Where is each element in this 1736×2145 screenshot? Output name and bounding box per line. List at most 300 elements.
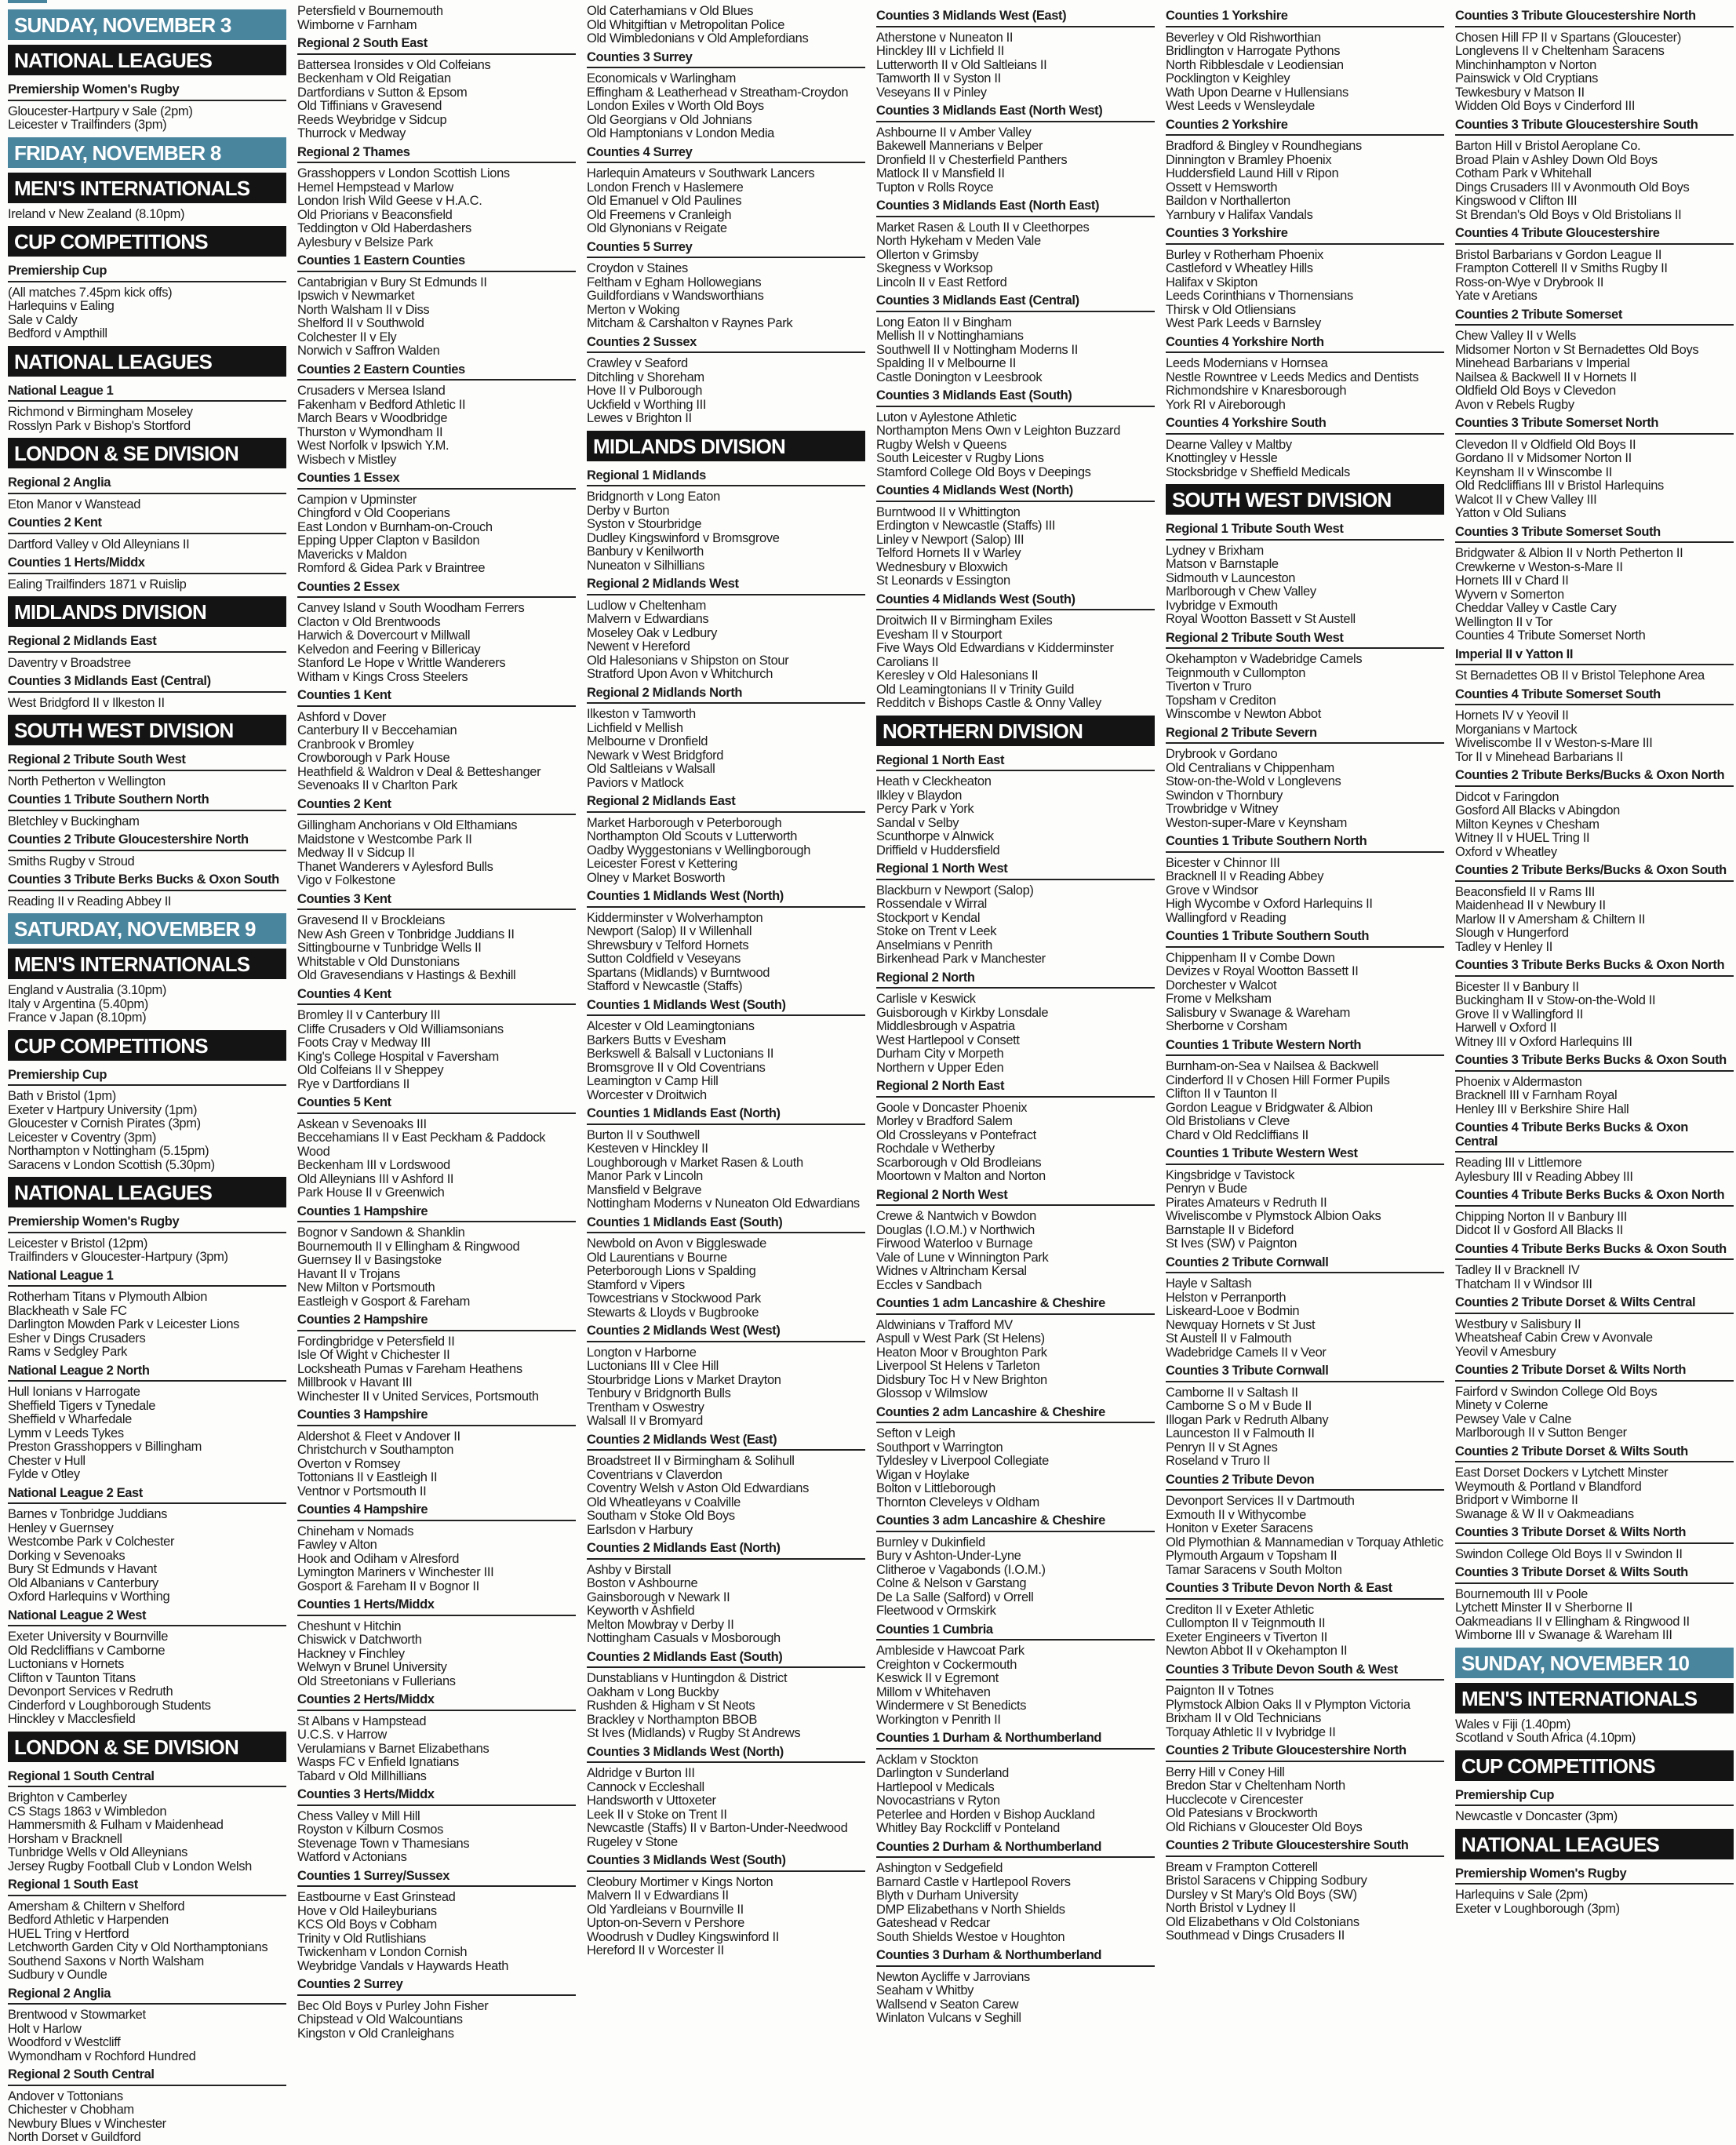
fixture-line: Hook and Odiham v Alresford [297,1551,460,1566]
fixture-line: Stockport v Kendal [876,910,981,925]
fixture-line: Tupton v Rolls Royce [876,180,994,195]
fixture-line: Wallingford v Reading [1166,910,1287,925]
league-subheader: Counties 2 Tribute Cornwall [1166,1253,1444,1274]
league-subheader: Counties 2 Midlands West (West) [587,1321,865,1342]
fixture-line: Firwood Waterloo v Burnage [876,1236,1033,1251]
fixture-line: Oldfield Old Boys v Clevedon [1455,384,1616,398]
fixture-line: Old Elizabethans v Old Colstonians [1166,1914,1359,1929]
fixture-line: Malvern II v Edwardians II [587,1888,729,1903]
fixture-line: West Norfolk v Ipswich Y.M. [297,439,449,453]
league-subheader: Regional 2 Anglia [8,473,286,494]
fixture-line: Old Colfeians II v Sheppey [297,1063,444,1077]
fixture-line: Torquay Athletic II v Ivybridge II [1166,1724,1336,1739]
fixture-line: Mitcham & Carshalton v Raynes Park [587,316,793,330]
fixture-line: Leeds Corinthians v Thornensians [1166,289,1353,303]
fixture-line: Tamar Saracens v South Molton [1166,1562,1342,1577]
fixture-line: Winchester II v United Services, Portsmouth [297,1389,539,1404]
fixture-line: Bedford v Ampthill [8,326,107,341]
fixture-line: Sandal v Selby [876,815,959,830]
fixture-line: Harwich & Dovercourt v Millwall [297,628,471,643]
fixture-line: Royston v Kilburn Cosmos [297,1823,444,1837]
fixture-line: Maidstone v Westcombe Park II [297,832,472,847]
fixture-line: Fordingbridge v Petersfield II [297,1334,455,1349]
league-subheader: Counties 2 Essex [297,577,576,599]
fixture-line: Crawley v Seaford [587,356,688,370]
league-subheader: Counties 2 Midlands East (North) [587,1539,865,1560]
fixture-line: Frampton Cotterell II v Smiths Rugby II [1455,261,1668,275]
fixture-line: Olney v Market Bosworth [587,870,726,885]
fixture-line: Barkers Butts v Evesham [587,1032,726,1047]
fixture-line: Royal Wootton Bassett v St Austell [1166,612,1356,626]
section-banner: NATIONAL LEAGUES [8,346,286,377]
fixture-line: Clifton v Taunton Titans [8,1670,136,1685]
league-subheader: Regional 2 Tribute South West [1166,628,1444,650]
league-subheader: Regional 1 Tribute South West [1166,519,1444,541]
fixture-line: Aldwinians v Trafford MV [876,1317,1013,1332]
fixture-line: Ludlow v Cheltenham [587,598,707,613]
league-subheader: Counties 2 Tribute Somerset [1455,305,1734,326]
fixture-line: Ireland v New Zealand (8.10pm) [8,206,185,221]
fixture-line: Gainsborough v Newark II [587,1590,730,1604]
fixture-line: Minchinhampton v Norton [1455,57,1596,72]
fixture-line: Cinderford v Loughborough Students [8,1698,211,1713]
fixture-line: France v Japan (8.10pm) [8,1011,147,1025]
day-banner: SATURDAY, NOVEMBER 9 [8,913,286,944]
fixture-line: Esher v Dings Crusaders [8,1331,146,1346]
fixture-line: Bridport v Wimborne II [1455,1493,1578,1507]
fixture-line: Uckfield v Worthing III [587,397,707,412]
fixture-line: Ashby v Birstall [587,1562,671,1577]
fixture-line: Old Albanians v Canterbury [8,1575,158,1590]
fixture-line: Gosport & Fareham II v Bognor II [297,1579,479,1593]
fixture-line: Isle Of Wight v Chichester II [297,1348,450,1362]
fixture-line: Loughborough v Market Rasen & Louth [587,1155,803,1170]
league-subheader: Counties 3 Tribute Berks Bucks & Oxon North [1455,956,1734,977]
fixture-line: Harlequins v Sale (2pm) [1455,1888,1588,1902]
fixture-line: Kidderminster v Wolverhampton [587,910,763,925]
fixture-line: Old Hamptonians v London Media [587,126,774,140]
fixture-line: Stow-on-the-Wold v Longlevens [1166,774,1341,788]
fixture-line: Kingswood v Clifton III [1455,194,1578,208]
fixture-line: Overton v Romsey [297,1456,401,1471]
league-subheader: Counties 3 Midlands East (North East) [876,196,1155,217]
fixture-line: Linley v Newport (Salop) III [876,532,1024,547]
fixture-line: Castle Donington v Leesbrook [876,370,1043,384]
fixture-line: Gateshead v Redcar [876,1916,991,1930]
fixture-line: Mansfield v Belgrave [587,1182,702,1197]
fixture-line: Bedford Athletic v Harpenden [8,1913,169,1927]
section-banner: NATIONAL LEAGUES [8,1177,286,1207]
fixture-line: Weymouth & Portland v Blandford [1455,1479,1642,1494]
fixture-line: New Milton v Portsmouth [297,1280,435,1295]
fixture-line: Hull Ionians v Harrogate [8,1385,140,1399]
fixture-line: Moseley Oak v Ledbury [587,625,717,640]
fixture-line: Berry Hill v Coney Hill [1166,1764,1285,1779]
fixture-line: Park House II v Greenwich [297,1185,445,1200]
league-subheader: Counties 3 Midlands West (South) [587,1851,865,1872]
league-subheader: Counties 3 Durham & Northumberland [876,1946,1155,1967]
fixture-line: Avon v Rebels Rugby [1455,397,1574,412]
fixture-line: Tottonians II v Eastleigh II [297,1470,438,1484]
fixture-line: Heaton Moor v Broughton Park [876,1345,1047,1360]
fixture-line: Trailfinders v Gloucester-Hartpury (3pm) [8,1250,228,1264]
fixture-line: Minehead Barbarians v Imperial [1455,356,1630,370]
fixture-line: Verulamians v Barnet Elizabethans [297,1741,490,1756]
fixture-line: Economicals v Warlingham [587,71,736,86]
fixture-line: Crusaders v Mersea Island [297,384,446,398]
league-subheader: Regional 2 Midlands East [587,792,865,813]
fixture-line: Plymouth Argaum v Topsham II [1166,1549,1337,1563]
fixture-line: Teignmouth v Cullompton [1166,665,1306,680]
fixture-line: Welwyn v Brunel University [297,1660,447,1674]
league-subheader: Counties 4 Surrey [587,143,865,164]
fixture-line: Skegness v Worksop [876,261,993,275]
fixture-line: Reeds Weybridge v Sidcup [297,112,447,127]
league-subheader: Counties 3 Surrey [587,48,865,69]
league-subheader: Regional 2 North [876,968,1155,989]
fixture-line: Melton Mowbray v Derby II [587,1617,734,1632]
fixture-line: Merton v Woking [587,302,680,317]
fixture-line: Castleford v Wheatley Hills [1166,261,1313,275]
fixture-line: Bicester v Chinnor III [1166,855,1280,870]
fixture-line: Stocksbridge v Sheffield Medicals [1166,464,1350,479]
fixture-line: Sheffield Tigers v Tynedale [8,1398,156,1413]
column-3 [587,5,865,1958]
fixture-line: Longlevens II v Cheltenham Saracens [1455,44,1665,58]
fixture-line: Gloucester-Hartpury v Sale (2pm) [8,104,193,118]
fixture-line: St Bernadettes OB II v Bristol Telephone Area [1455,668,1705,683]
fixture-line: Keynsham II v Winscombe II [1455,464,1612,479]
league-subheader: Counties 3 Tribute Gloucestershire South [1455,115,1734,137]
league-subheader: Counties 3 Tribute Somerset South [1455,523,1734,544]
fixture-line: Old Gravesendians v Hastings & Bexhill [297,968,516,982]
fixture-line: Richmond v Birmingham Moseley [8,405,193,419]
fixture-line: Crewkerne v Weston-s-Mare II [1455,559,1623,574]
fixture-line: Gordon League v Bridgwater & Albion [1166,1100,1373,1115]
fixture-line: Bath v Bristol (1pm) [8,1089,116,1103]
fixture-line: Gillingham Anchorians v Old Elthamians [297,818,518,832]
fixture-line: Smiths Rugby v Stroud [8,854,135,869]
league-subheader: Regional 2 North West [876,1185,1155,1207]
fixture-line: Dronfield II v Chesterfield Panthers [876,152,1068,167]
fixture-line: Tiverton v Truro [1166,679,1252,694]
fixture-line: Richmondshire v Knaresborough [1166,384,1347,398]
league-subheader: Counties 3 Hampshire [297,1405,576,1426]
fixture-line: Worcester v Droitwich [587,1087,707,1102]
fixture-line: Thanet Wanderers v Aylesford Bulls [297,859,493,874]
fixture-line: Luton v Aylestone Athletic [876,410,1017,424]
fixture-line: Old Tiffinians v Gravesend [297,99,442,113]
fixture-line: Ashington v Sedgefield [876,1861,1003,1875]
league-subheader: Counties 1 Tribute Western West [1166,1144,1444,1165]
fixture-line: Clevedon II v Oldfield Old Boys II [1455,437,1636,452]
fixture-line: KCS Old Boys v Cobham [297,1917,437,1932]
league-subheader: National League 2 West [8,1606,286,1627]
fixture-line: Droitwich II v Birmingham Exiles [876,614,1053,628]
fixture-line: Aylesbury v Belsize Park [297,235,433,249]
fixture-line: Liverpool St Helens v Tarleton [876,1359,1040,1373]
fixture-line: Eton Manor v Wanstead [8,497,141,512]
fixture-line: Winscombe v Newton Abbot [1166,707,1321,721]
fixture-line: Dorking v Sevenoaks [8,1548,126,1563]
fixture-line: Rugeley v Stone [587,1834,678,1849]
fixture-line: Oakmeadians II v Ellingham & Ringwood II [1455,1614,1690,1629]
fixture-line: Nottingham Casuals v Mosborough [587,1631,781,1645]
section-banner: MEN'S INTERNATIONALS [1455,1683,1734,1713]
fixture-line: Fawley v Alton [297,1538,377,1552]
section-banner: CUP COMPETITIONS [8,226,286,257]
fixture-line: Matson v Barnstaple [1166,557,1279,571]
fixture-line: Bream v Frampton Cotterell [1166,1859,1318,1874]
fixture-line: Southport v Warrington [876,1440,1003,1455]
section-banner: LONDON & SE DIVISION [8,1732,286,1762]
fixture-line: Pirates Amateurs v Redruth II [1166,1195,1327,1210]
fixture-line: Witney III v Oxford Harlequins III [1455,1034,1632,1049]
fixture-line: Stoke on Trent v Leek [876,924,997,938]
league-subheader: Regional 1 South Central [8,1767,286,1788]
league-subheader: Counties 4 Yorkshire North [1166,333,1444,354]
fixture-line: London Irish Wild Geese v H.A.C. [297,194,482,208]
fixture-line: Chippenham II v Combe Down [1166,950,1335,965]
fixture-line: Kingston v Old Cranleighans [297,2026,454,2041]
fixture-line: Towcestrians v Stockwood Park [587,1291,761,1306]
fixture-line: Leek II v Stoke on Trent II [587,1807,727,1822]
fixture-line: Wadebridge Camels II v Veor [1166,1345,1327,1360]
fixture-line: West Leeds v Wensleydale [1166,99,1316,113]
fixture-line: Old Laurentians v Bourne [587,1250,727,1265]
day-banner: FRIDAY, NOVEMBER 8 [8,137,286,168]
fixture-line: Five Ways Old Edwardians v Kidderminster Carolians II [876,641,1114,669]
league-subheader: Counties 3 Yorkshire [1166,224,1444,245]
fixture-line: Swanage & W II v Oakmeadians [1455,1506,1634,1521]
fixture-line: Drybrook v Gordano [1166,747,1278,761]
fixture-line: Manor Park v Lincoln [587,1169,703,1183]
fixture-line: Hinckley III v Lichfield II [876,44,1004,58]
league-subheader: Counties 2 Durham & Northumberland [876,1837,1155,1859]
fixture-line: Southwell II v Nottingham Moderns II [876,342,1079,357]
section-banner: CUP COMPETITIONS [1455,1750,1734,1781]
fixture-line: Old Centralians v Chippenham [1166,760,1334,775]
fixture-line: Midsomer Norton v St Bernadettes Old Boys [1455,342,1699,357]
league-subheader: Premiership Women's Rugby [8,80,286,101]
fixture-line: Epping Upper Clapton v Basildon [297,534,480,548]
fixture-line: Heathfield & Waldron v Deal & Betteshanger [297,764,541,779]
fixture-line: Evesham II v Stourport [876,627,1003,642]
fixture-line: Bournemouth II v Ellingham & Ringwood [297,1239,520,1254]
fixture-line: Topsham v Crediton [1166,693,1276,708]
fixture-line: Kesteven v Hinckley II [587,1142,708,1156]
fixture-line: Tamworth II v Syston II [876,71,1001,86]
fixture-line: Romford & Gidea Park v Braintree [297,561,486,575]
league-subheader: Counties 1 Tribute Southern South [1166,927,1444,948]
fixture-line: Old Plymothian & Mannamedian v Torquay Athletic [1166,1535,1443,1550]
fixture-line: Berkswell & Balsall v Luctonians II [587,1047,774,1061]
fixture-line: Burntwood II v Whittington [876,504,1021,519]
fixture-line: Millom v Whitehaven [876,1684,991,1699]
fixture-line: De La Salle (Salford) v Orrell [876,1590,1034,1604]
fixture-line: Wimborne III v Swanage & Wareham III [1455,1628,1672,1642]
fixture-line: Newquay Hornets v St Just [1166,1317,1316,1332]
fixture-line: Oxford Harlequins v Worthing [8,1590,170,1604]
league-subheader: Premiership Cup [8,1065,286,1087]
fixture-line: Peterlee and Horden v Bishop Auckland [876,1807,1095,1822]
fixture-line: Lincoln II v East Retford [876,275,1007,290]
fixture-line: Keresley v Old Halesonians II [876,668,1039,683]
league-subheader: Counties 4 Tribute Berks Bucks & Oxon Central [1455,1118,1734,1153]
fixture-line: Wyvern v Somerton [1455,587,1564,602]
fixture-line: Maidenhead II v Newbury II [1455,898,1606,912]
fixture-line: Wasps FC v Enfield Ignatians [297,1755,460,1769]
league-subheader: Premiership Women's Rugby [8,1212,286,1233]
fixture-line: Aylesbury III v Reading Abbey III [1455,1169,1633,1184]
fixture-line: Old Wheatleyans v Coalville [587,1495,741,1510]
fixture-line: North Bristol v Lydney II [1166,1901,1296,1915]
fixture-line: Askean v Sevenoaks III [297,1116,427,1131]
league-subheader: Regional 2 Midlands West [587,574,865,595]
section-banner: MEN'S INTERNATIONALS [8,949,286,979]
fixture-line: Holt v Harlow [8,2021,82,2036]
fixture-line: Bletchley v Buckingham [8,814,140,829]
league-subheader: Counties 1 Tribute Southern North [1166,832,1444,853]
fixture-line: Wath Upon Dearne v Hullensians [1166,85,1348,100]
fixture-line: Bournemouth III v Poole [1455,1586,1588,1601]
fixture-line: Twickenham v London Cornish [297,1945,468,1959]
league-subheader: Counties 1 Midlands West (North) [587,887,865,908]
fixture-line: Marlborough v Chew Valley [1166,585,1316,599]
fixture-line: Westbury v Salisbury II [1455,1316,1581,1331]
league-subheader: Counties 2 Midlands East (South) [587,1648,865,1669]
fixture-line: Westcombe Park v Colchester [8,1535,175,1549]
fixture-line: Matlock II v Mansfield II [876,166,1005,180]
fixture-line: Bognor v Sandown & Shanklin [297,1225,465,1240]
column-1 [8,5,286,2145]
column-2 [297,5,576,2041]
fixture-line: Dudley Kingswinford v Bromsgrove [587,530,780,545]
fixture-line: Burnham-on-Sea v Nailsea & Backwell [1166,1059,1379,1073]
fixture-line: Tadley II v Bracknell IV [1455,1263,1580,1277]
league-subheader: Regional 1 North East [876,751,1155,772]
fixture-line: Camborne II v Saltash II [1166,1385,1298,1400]
fixture-line: Crewe & Nantwich v Bowdon [876,1209,1037,1223]
league-subheader: Counties 1 Essex [297,468,576,490]
fixture-line: Banbury v Kenilworth [587,544,704,559]
league-subheader: Counties 2 Tribute Gloucestershire North [8,830,286,851]
league-subheader: Counties 1 Tribute Southern North [8,790,286,811]
fixture-line: Bec Old Boys v Purley John Fisher [297,1998,489,2013]
fixture-line: Huddersfield Laund Hill v Ripon [1166,166,1339,180]
fixture-line: Darlington v Sunderland [876,1766,1009,1780]
fixture-line: Aldridge v Burton III [587,1766,695,1780]
fixture-line: Hove II v Pulborough [587,384,703,398]
section-banner: NATIONAL LEAGUES [1455,1829,1734,1859]
fixture-line: Hornets IV v Yeovil II [1455,708,1569,723]
fixture-line: Old Patesians v Brockworth [1166,1806,1318,1820]
league-subheader: Counties 4 Midlands West (South) [876,590,1155,611]
fixture-line: Bicester II v Banbury II [1455,979,1579,994]
fixture-line: Cleobury Mortimer v Kings Norton [587,1874,773,1889]
section-banner: MIDLANDS DIVISION [587,431,865,461]
fixture-line: Long Eaton II v Bingham [876,315,1012,330]
fixture-line: Middlesbrough v Aspatria [876,1019,1015,1033]
fixture-line: Medway II v Sidcup II [297,846,415,860]
fixture-line: Saracens v London Scottish (5.30pm) [8,1157,215,1172]
league-subheader: Regional 1 South East [8,1875,286,1896]
league-subheader: Counties 1 Kent [297,686,576,707]
fixture-line: Burnley v Dukinfield [876,1535,985,1550]
league-subheader: Regional 1 Midlands [587,466,865,487]
fixture-line: Beccehamians II v East Peckham & Paddock Wood [297,1131,546,1159]
league-subheader: Regional 2 Tribute South West [8,750,286,771]
league-subheader: Counties 3 Tribute Berks Bucks & Oxon South [8,870,286,891]
fixture-line: Nottingham Moderns v Nuneaton Old Edwardians [587,1196,860,1211]
fixture-line: Exeter Engineers v Tiverton II [1166,1630,1327,1644]
fixture-line: Witham v Kings Cross Steelers [297,669,468,684]
fixture-line: Foots Cray v Medway III [297,1036,431,1050]
league-subheader: Counties 1 Midlands East (South) [587,1213,865,1234]
fixture-line: Ossett v Hemsworth [1166,180,1278,195]
league-subheader: Counties 4 Midlands West (North) [876,481,1155,502]
fixture-line: Boston v Ashbourne [587,1576,698,1590]
fixture-line: Campion v Upminster [297,492,417,507]
fixture-line: Leicester v Coventry (3pm) [8,1130,156,1145]
fixture-line: Knottingley v Hessle [1166,451,1278,465]
day-banner: SUNDAY, NOVEMBER 3 [8,9,286,40]
fixture-line: Wiveliscombe II v Weston-s-Mare III [1455,736,1653,750]
league-subheader: Regional 1 North West [876,859,1155,880]
fixture-line: Old Leamingtonians II v Trinity Guild [876,682,1075,697]
fixture-line: Exeter v Hartpury University (1pm) [8,1102,198,1117]
fixture-line: Hartlepool v Medicals [876,1779,995,1794]
fixture-line: Woodrush v Dudley Kingswinford II [587,1929,779,1944]
fixture-line: Southend Saxons v North Walsham [8,1954,204,1968]
league-subheader: Counties 3 Tribute Devon South & West [1166,1660,1444,1681]
fixture-line: Woodford v Westcliff [8,2035,121,2049]
fixture-line: Sale v Caldy [8,312,78,327]
fixture-line: Roseland v Truro II [1166,1454,1270,1468]
fixture-line: Letchworth Garden City v Old Northamptonians [8,1940,268,1954]
fixture-line: Devonport Services v Redruth [8,1684,173,1699]
fixture-line: Thurston v Wymondham II [297,424,443,439]
fixture-line: Canvey Island v South Woodham Ferrers [297,601,525,615]
fixture-line: Blackheath v Sale FC [8,1303,127,1318]
fixture-line: Dartford Valley v Old Alleynians II [8,537,190,552]
fixture-line: Fylde v Otley [8,1467,80,1481]
fixture-line: Stafford v Newcastle (Staffs) [587,979,743,993]
fixture-line: Ilkeston v Tamworth [587,707,696,721]
fixture-line: Marlow II v Amersham & Chiltern II [1455,912,1646,927]
fixture-line: Beaconsfield II v Rams III [1455,884,1595,899]
fixture-line: Petersfield v Bournemouth [297,4,443,18]
fixture-line: Ventnor v Portsmouth II [297,1484,427,1499]
fixture-line: Vale of Lune v Winnington Park [876,1250,1049,1265]
fixture-line: St Brendan's Old Boys v Old Bristolians II [1455,207,1682,222]
fixture-line: Harlequin Amateurs v Southwark Lancers [587,166,815,180]
fixture-line: Harwell v Oxford II [1455,1021,1557,1035]
fixture-line: Erdington v Newcastle (Staffs) III [876,519,1056,533]
fixture-line: Swindon College Old Boys II v Swindon II [1455,1546,1683,1561]
fixture-line: Leamington v Camp Hill [587,1074,719,1088]
fixture-line: Swindon v Thornbury [1166,788,1283,803]
fixture-line: Guildfordians v Wandsworthians [587,289,764,303]
fixture-line: St Ives (SW) v Paignton [1166,1236,1297,1251]
fixture-line: Lutterworth II v Old Saltleians II [876,57,1047,72]
fixture-line: Old Redcliffians III v Bristol Harlequins [1455,479,1664,493]
fixture-line: Witney II v HUEL Tring II [1455,831,1590,845]
fixture-line: Workington v Penrith II [876,1712,1001,1727]
fixture-line: Clitheroe v Vagabonds (I.O.M.) [876,1562,1046,1577]
fixture-line: Hove v Old Haileyburians [297,1903,437,1918]
fixture-line: Guisborough v Kirkby Lonsdale [876,1005,1049,1020]
